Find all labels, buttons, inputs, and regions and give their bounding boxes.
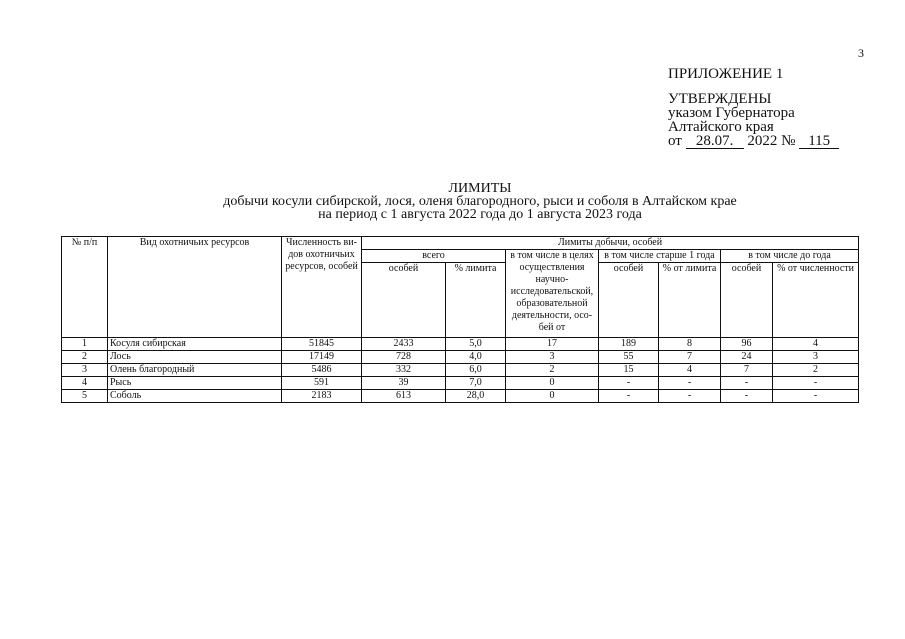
page-number: 3 <box>858 46 864 60</box>
cell-adult: - <box>599 390 659 403</box>
header-num: № п/п <box>62 237 108 338</box>
appendix-label: ПРИЛОЖЕНИЕ 1 <box>668 66 784 82</box>
cell-total: 2433 <box>362 338 446 351</box>
decree-number: 115 <box>799 135 839 149</box>
cell-research: 0 <box>506 377 599 390</box>
header-young-count: особей <box>721 263 773 338</box>
cell-name: Рысь <box>108 377 282 390</box>
cell-population: 5486 <box>282 364 362 377</box>
cell-adult-pct: - <box>659 377 721 390</box>
cell-name: Косуля сибирская <box>108 338 282 351</box>
date-prefix: от <box>668 133 682 149</box>
cell-adult: 15 <box>599 364 659 377</box>
header-resource: Вид охотничьих ресурсов <box>108 237 282 338</box>
cell-young-pct: - <box>773 390 859 403</box>
cell-num: 1 <box>62 338 108 351</box>
cell-population: 591 <box>282 377 362 390</box>
decree-date: 28.07. <box>686 135 744 149</box>
table-row <box>62 377 859 390</box>
header-limits: Лимиты добычи, особей <box>362 237 859 250</box>
cell-young-pct: - <box>773 377 859 390</box>
cell-young-pct: 2 <box>773 364 859 377</box>
cell-num: 5 <box>62 390 108 403</box>
cell-research: 0 <box>506 390 599 403</box>
decree-line-2: Алтайского края <box>668 119 774 135</box>
cell-adult-pct: 4 <box>659 364 721 377</box>
decree-line-1: указом Губернатора <box>668 105 795 121</box>
header-young-pct: % от численности <box>773 263 859 338</box>
cell-total: 39 <box>362 377 446 390</box>
cell-research: 3 <box>506 351 599 364</box>
header-total: всего <box>362 250 506 263</box>
cell-adult: - <box>599 377 659 390</box>
title-line-3: на период с 1 августа 2022 года до 1 августа 2023 года <box>318 207 642 222</box>
cell-total: 613 <box>362 390 446 403</box>
cell-pct: 4,0 <box>446 351 506 364</box>
cell-pct: 28,0 <box>446 390 506 403</box>
approval-block <box>668 92 839 149</box>
cell-adult-pct: 8 <box>659 338 721 351</box>
cell-young: 24 <box>721 351 773 364</box>
header-population: Численность ви-дов охотничьих ресурсов, особей <box>282 237 362 338</box>
cell-pct: 6,0 <box>446 364 506 377</box>
title-line-1: ЛИМИТЫ <box>448 181 512 196</box>
header-total-count: особей <box>362 263 446 338</box>
approved-label: УТВЕРЖДЕНЫ <box>668 91 772 107</box>
table-row <box>62 364 859 377</box>
cell-adult: 55 <box>599 351 659 364</box>
cell-name: Соболь <box>108 390 282 403</box>
cell-population: 2183 <box>282 390 362 403</box>
cell-pct: 7,0 <box>446 377 506 390</box>
table-row <box>62 338 859 351</box>
cell-name: Лось <box>108 351 282 364</box>
cell-num: 3 <box>62 364 108 377</box>
cell-young-pct: 3 <box>773 351 859 364</box>
document-title <box>0 182 905 221</box>
header-adult-pct: % от лимита <box>659 263 721 338</box>
header-total-pct: % лимита <box>446 263 506 338</box>
decree-date-line <box>668 134 839 149</box>
header-young: в том числе до года <box>721 250 859 263</box>
cell-young-pct: 4 <box>773 338 859 351</box>
cell-young: - <box>721 390 773 403</box>
number-sign: № <box>781 133 796 149</box>
cell-adult: 189 <box>599 338 659 351</box>
cell-population: 51845 <box>282 338 362 351</box>
cell-total: 728 <box>362 351 446 364</box>
header-adult: в том числе старше 1 года <box>599 250 721 263</box>
header-research: в том числе в целях осуществления научно-исследовательской, образовательной деятельности, осо-бей от <box>506 250 599 338</box>
cell-adult-pct: 7 <box>659 351 721 364</box>
cell-research: 2 <box>506 364 599 377</box>
table-row <box>62 390 859 403</box>
cell-num: 4 <box>62 377 108 390</box>
cell-young: - <box>721 377 773 390</box>
cell-young: 7 <box>721 364 773 377</box>
cell-total: 332 <box>362 364 446 377</box>
cell-pct: 5,0 <box>446 338 506 351</box>
table-row <box>62 351 859 364</box>
cell-name: Олень благородный <box>108 364 282 377</box>
cell-num: 2 <box>62 351 108 364</box>
decree-year: 2022 <box>747 133 778 149</box>
title-line-2: добычи косули сибирской, лося, оленя благородного, рыси и соболя в Алтайском крае <box>223 194 737 209</box>
cell-adult-pct: - <box>659 390 721 403</box>
cell-young: 96 <box>721 338 773 351</box>
cell-research: 17 <box>506 338 599 351</box>
cell-population: 17149 <box>282 351 362 364</box>
header-adult-count: особей <box>599 263 659 338</box>
limits-table <box>61 236 859 403</box>
